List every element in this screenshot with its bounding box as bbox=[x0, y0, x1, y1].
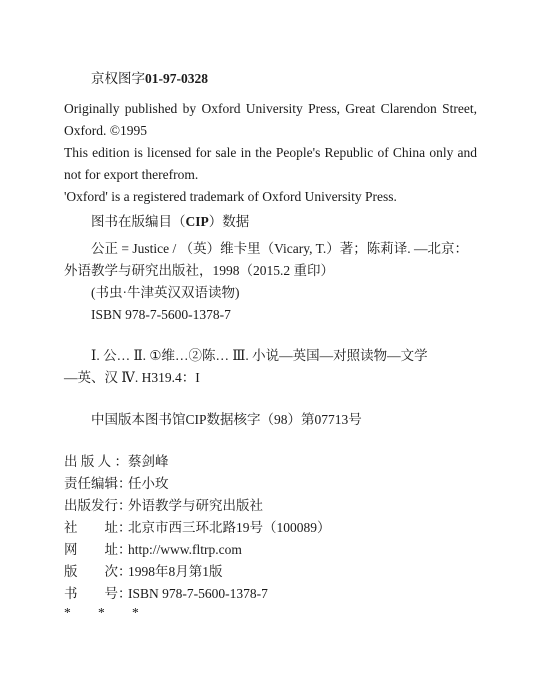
imprint-label: 出版发行： bbox=[64, 498, 132, 513]
imprint-label: 责任编辑： bbox=[64, 476, 132, 491]
imprint-label: 书 号： bbox=[64, 586, 132, 601]
imprint-label: 版 次： bbox=[64, 564, 132, 579]
cip-subjects-2: —英、汉 Ⅳ. H319.4：I bbox=[64, 370, 200, 385]
cip-heading-post: ）数据 bbox=[208, 214, 250, 229]
imprint-value: 任小玫 bbox=[128, 476, 169, 491]
permit-prefix: 京权图字 bbox=[91, 71, 145, 86]
copyright-line-3: This edition is licensed for sale in the People's Republic of China only and bbox=[64, 145, 477, 160]
cip-entry-1: 公正 = Justice / （英）维卡里（Vicary, T.）著；陈莉译. —北京： bbox=[91, 241, 469, 256]
imprint-label: 网 址： bbox=[64, 542, 132, 557]
permit-number: 01-97-0328 bbox=[145, 71, 208, 86]
imprint-value: 蔡剑峰 bbox=[128, 454, 169, 469]
imprint-edition bbox=[64, 563, 223, 581]
permit-line bbox=[91, 70, 208, 88]
copyright-line-2: Oxford. ©1995 bbox=[64, 123, 147, 138]
imprint-address bbox=[64, 519, 331, 537]
cip-isbn: ISBN 978-7-5600-1378-7 bbox=[91, 307, 231, 322]
cip-heading bbox=[91, 213, 249, 231]
asterisk: * bbox=[64, 605, 71, 620]
cip-subjects-1: Ⅰ. 公… Ⅱ. ①维…②陈… Ⅲ. 小说—英国—对照读物—文学 bbox=[91, 348, 428, 363]
cip-heading-bold: CIP bbox=[185, 214, 209, 229]
imprint-editor bbox=[64, 475, 169, 493]
imprint-isbn bbox=[64, 585, 268, 603]
copyright-line-4: not for export therefrom. bbox=[64, 167, 199, 182]
imprint-website bbox=[64, 541, 242, 559]
asterisk: * bbox=[132, 605, 139, 620]
imprint-value: 外语教学与研究出版社 bbox=[128, 498, 263, 513]
imprint-label: 出版人： bbox=[64, 454, 128, 469]
imprint-label: 社 址： bbox=[64, 520, 132, 535]
cip-record: 中国版本图书馆CIP数据核字（98）第07713号 bbox=[91, 412, 362, 427]
imprint-value: ISBN 978-7-5600-1378-7 bbox=[128, 586, 268, 601]
copyright-line-1: Originally published by Oxford University Press, Great Clarendon Street, bbox=[64, 101, 477, 116]
imprint-publisher bbox=[64, 453, 169, 471]
cip-heading-pre: 图书在版编目（ bbox=[91, 214, 186, 229]
copyright-line-5: 'Oxford' is a registered trademark of Oxford University Press. bbox=[64, 189, 397, 204]
imprint-value: http://www.fltrp.com bbox=[128, 542, 242, 557]
asterisk: * bbox=[98, 605, 105, 620]
imprint-value: 北京市西三环北路19号（100089） bbox=[128, 520, 331, 535]
imprint-value: 1998年8月第1版 bbox=[128, 564, 223, 579]
asterisk-separator bbox=[64, 604, 166, 622]
cip-entry-2: 外语教学与研究出版社，1998（2015.2 重印） bbox=[64, 263, 334, 278]
cip-entry-3: (书虫·牛津英汉双语读物) bbox=[91, 285, 240, 300]
imprint-distributor bbox=[64, 497, 263, 515]
